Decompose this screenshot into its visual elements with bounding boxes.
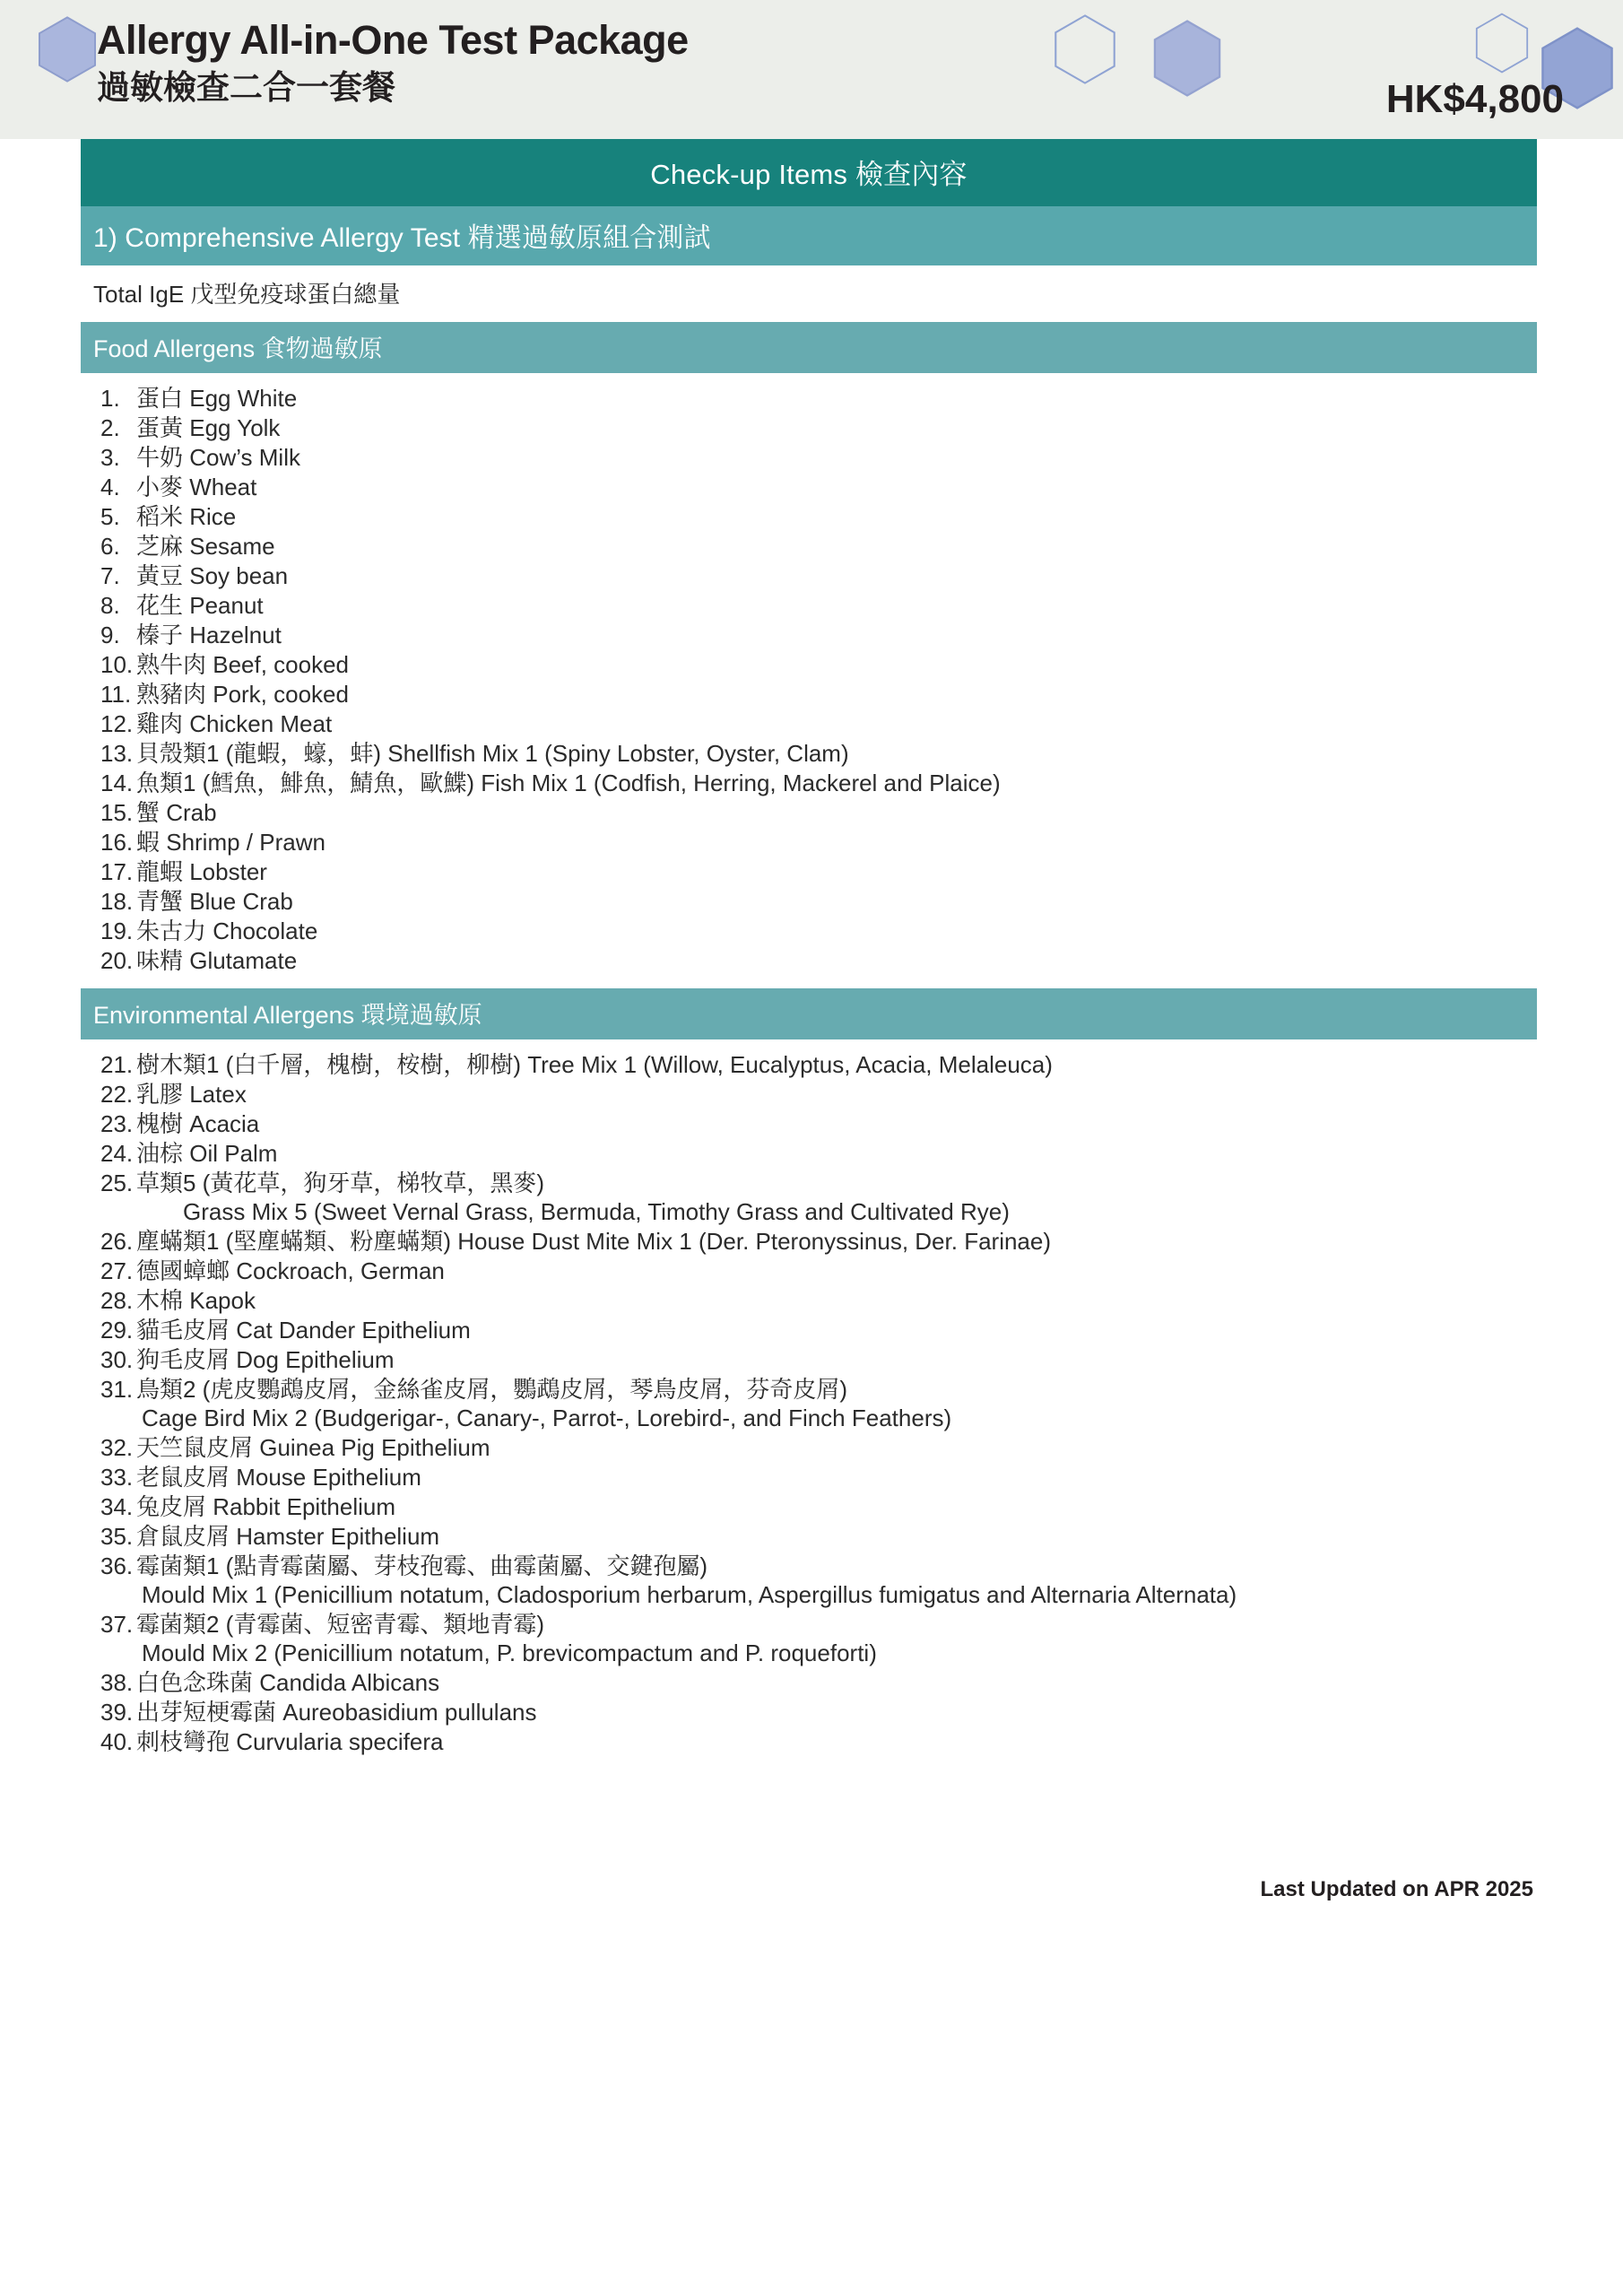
list-item <box>81 443 1537 473</box>
list-item <box>81 1698 1537 1727</box>
list-item-label: 刺枝彎孢 Curvularia specifera <box>136 1728 444 1755</box>
list-item-label: 雞肉 Chicken Meat <box>136 710 333 737</box>
list-item-number: 16. <box>100 829 134 856</box>
list-item-number: 26. <box>100 1228 134 1255</box>
list-item-label: 貓毛皮屑 Cat Dander Epithelium <box>136 1317 471 1344</box>
list-item-number: 7. <box>100 562 120 589</box>
list-item-number: 34. <box>100 1493 134 1520</box>
list-item <box>81 502 1537 532</box>
list-item-label: 老鼠皮屑 Mouse Epithelium <box>136 1464 421 1491</box>
list-item-number: 17. <box>100 858 134 885</box>
list-item <box>81 561 1537 591</box>
list-item-label: 貝殼類1 (龍蝦，蠔，蚌) Shellfish Mix 1 (Spiny Lobster, Oyster, Clam) <box>136 740 849 767</box>
list-item-label: 蝦 Shrimp / Prawn <box>136 829 325 856</box>
list-item-label: 白色念珠菌 Candida Albicans <box>136 1669 440 1696</box>
hexagon-decoration-icon <box>38 16 97 83</box>
list-item-label: 牛奶 Cow’s Milk <box>136 444 300 471</box>
list-item-label: 蛋白 Egg White <box>136 385 298 412</box>
list-item-number: 23. <box>100 1110 134 1137</box>
list-item-line1: 霉菌類2 (青霉菌、短密青霉、類地青霉) <box>136 1611 545 1638</box>
bottom-spacer <box>81 1770 1537 1877</box>
list-item-label: 德國蟑螂 Cockroach, German <box>136 1257 445 1284</box>
list-item-label <box>136 1378 1537 1430</box>
list-item-number: 13. <box>100 740 134 767</box>
list-item <box>81 769 1537 798</box>
list-item <box>81 1169 1537 1227</box>
list-item-number: 21. <box>100 1051 134 1078</box>
list-item-label <box>136 1613 1537 1665</box>
hexagon-decoration-icon <box>1054 14 1116 84</box>
list-item <box>81 680 1537 709</box>
list-item-number: 20. <box>100 947 134 974</box>
list-item <box>81 650 1537 680</box>
list-item-label: 芝麻 Sesame <box>136 533 275 560</box>
list-item-number: 27. <box>100 1257 134 1284</box>
list-item-label: 小麥 Wheat <box>136 474 257 500</box>
list-item <box>81 1257 1537 1286</box>
list-item-label <box>136 1171 1537 1223</box>
list-item <box>81 473 1537 502</box>
section-header-comprehensive-allergy-test: 1) Comprehensive Allergy Test 精選過敏原組合測試 <box>81 206 1537 265</box>
list-item-number: 9. <box>100 622 120 648</box>
list-item-label: 出芽短梗霉菌 Aureobasidium pullulans <box>136 1699 537 1726</box>
page-title-en: Allergy All-in-One Test Package <box>97 17 689 63</box>
list-item <box>81 1080 1537 1109</box>
list-item <box>81 739 1537 769</box>
list-item-number: 30. <box>100 1346 134 1373</box>
list-item <box>81 828 1537 857</box>
list-item-number: 10. <box>100 651 134 678</box>
list-item-number: 28. <box>100 1287 134 1314</box>
list-item-label: 倉鼠皮屑 Hamster Epithelium <box>136 1523 440 1550</box>
list-item-number: 36. <box>100 1552 134 1579</box>
last-updated-footer: Last Updated on APR 2025 <box>1260 1877 1533 1901</box>
list-item-number: 39. <box>100 1699 134 1726</box>
page-title-zh: 過敏檢查二合一套餐 <box>97 68 395 106</box>
list-item-label: 青蟹 Blue Crab <box>136 888 293 915</box>
list-item-label: 熟豬肉 Pork, cooked <box>136 681 349 708</box>
food-allergens-list <box>81 373 1537 988</box>
list-item-label: 狗毛皮屑 Dog Epithelium <box>136 1346 395 1373</box>
list-item <box>81 1050 1537 1080</box>
subsection-header-environmental-allergens: Environmental Allergens 環境過敏原 <box>81 988 1537 1039</box>
title-block <box>97 16 689 109</box>
list-item-label: 稻米 Rice <box>136 503 237 530</box>
list-item <box>81 1463 1537 1492</box>
list-item-number: 3. <box>100 444 120 471</box>
list-item-label: 樹木類1 (白千層，槐樹，桉樹，柳樹) Tree Mix 1 (Willow, Eucalyptus, Acacia, Melaleuca) <box>136 1051 1053 1078</box>
list-item-line2: Mould Mix 2 (Penicillium notatum, P. brevicompactum and P. roqueforti) <box>142 1639 877 1666</box>
list-item <box>81 1109 1537 1139</box>
list-item-label: 塵蟎類1 (堅塵蟎類、粉塵蟎類) House Dust Mite Mix 1 (Der. Pteronyssinus, Der. Farinae) <box>136 1228 1052 1255</box>
hexagon-decoration-icon <box>1475 13 1529 74</box>
list-item-number: 37. <box>100 1611 134 1638</box>
list-item <box>81 946 1537 976</box>
list-item-number: 14. <box>100 770 134 796</box>
list-item <box>81 1552 1537 1610</box>
hexagon-decoration-icon <box>1152 20 1222 97</box>
list-item-label: 朱古力 Chocolate <box>136 918 318 944</box>
list-item <box>81 532 1537 561</box>
list-item <box>81 1668 1537 1698</box>
list-item-number: 5. <box>100 503 120 530</box>
list-item <box>81 1139 1537 1169</box>
list-item-number: 12. <box>100 710 134 737</box>
list-item-label: 蛋黃 Egg Yolk <box>136 414 281 441</box>
list-item-number: 18. <box>100 888 134 915</box>
list-item-number: 19. <box>100 918 134 944</box>
list-item-number: 2. <box>100 414 120 441</box>
total-ige-row: Total IgE 戊型免疫球蛋白總量 <box>81 265 1537 322</box>
list-item <box>81 917 1537 946</box>
list-item-number: 33. <box>100 1464 134 1491</box>
list-item-line1: 鳥類2 (虎皮鸚鵡皮屑，金絲雀皮屑，鸚鵡皮屑，琴鳥皮屑，芬奇皮屑) <box>136 1376 848 1403</box>
document-header <box>0 0 1623 139</box>
list-item <box>81 1492 1537 1522</box>
list-item <box>81 1345 1537 1375</box>
list-item <box>81 1727 1537 1757</box>
list-item-label: 油棕 Oil Palm <box>136 1140 278 1167</box>
list-item-label: 榛子 Hazelnut <box>136 622 282 648</box>
list-item-number: 8. <box>100 592 120 619</box>
list-item-number: 29. <box>100 1317 134 1344</box>
list-item-label: 味精 Glutamate <box>136 947 298 974</box>
list-item <box>81 1522 1537 1552</box>
list-item-number: 15. <box>100 799 134 826</box>
package-price: HK$4,800 <box>1385 77 1564 121</box>
list-item <box>81 1610 1537 1668</box>
list-item-line2: Cage Bird Mix 2 (Budgerigar-, Canary-, Parrot-, Lorebird-, and Finch Feathers) <box>142 1405 952 1431</box>
list-item-number: 22. <box>100 1081 134 1108</box>
list-item <box>81 1316 1537 1345</box>
list-item-label: 蟹 Crab <box>136 799 217 826</box>
list-item-label: 兔皮屑 Rabbit Epithelium <box>136 1493 395 1520</box>
list-item <box>81 591 1537 621</box>
list-item <box>81 621 1537 650</box>
list-item <box>81 1286 1537 1316</box>
list-item-number: 40. <box>100 1728 134 1755</box>
list-item-number: 25. <box>100 1170 134 1196</box>
list-item-number: 1. <box>100 385 120 412</box>
list-item-number: 4. <box>100 474 120 500</box>
list-item <box>81 384 1537 413</box>
list-item-line2: Mould Mix 1 (Penicillium notatum, Cladosporium herbarum, Aspergillus fumigatus and Alternaria Alternata) <box>142 1581 1237 1608</box>
list-item-line1: 草類5 (黃花草，狗牙草，梯牧草，黑麥) <box>136 1170 545 1196</box>
subsection-header-food-allergens: Food Allergens 食物過敏原 <box>81 322 1537 373</box>
list-item-label: 熟牛肉 Beef, cooked <box>136 651 349 678</box>
list-item-number: 31. <box>100 1376 134 1403</box>
list-item-number: 35. <box>100 1523 134 1550</box>
list-item-number: 11. <box>100 681 132 708</box>
list-item-line1: 霉菌類1 (點青霉菌屬、芽枝孢霉、曲霉菌屬、交鍵孢屬) <box>136 1552 708 1579</box>
document-body <box>0 139 1623 1877</box>
list-item-label: 木棉 Kapok <box>136 1287 256 1314</box>
list-item <box>81 887 1537 917</box>
list-item <box>81 798 1537 828</box>
list-item <box>81 1227 1537 1257</box>
list-item-label: 天竺鼠皮屑 Guinea Pig Epithelium <box>136 1434 490 1461</box>
list-item <box>81 1375 1537 1433</box>
list-item <box>81 1433 1537 1463</box>
checkup-items-header: Check-up Items 檢查內容 <box>81 139 1537 206</box>
list-item-number: 6. <box>100 533 120 560</box>
list-item-number: 32. <box>100 1434 134 1461</box>
list-item <box>81 709 1537 739</box>
list-item-line2: Grass Mix 5 (Sweet Vernal Grass, Bermuda, Timothy Grass and Cultivated Rye) <box>183 1198 1010 1225</box>
list-item-label: 黃豆 Soy bean <box>136 562 289 589</box>
list-item-label: 乳膠 Latex <box>136 1081 247 1108</box>
list-item-label: 槐樹 Acacia <box>136 1110 260 1137</box>
list-item-label: 魚類1 (鱈魚，鯡魚，鯖魚，歐鰈) Fish Mix 1 (Codfish, Herring, Mackerel and Plaice) <box>136 770 1001 796</box>
environmental-allergens-list <box>81 1039 1537 1770</box>
list-item-label: 花生 Peanut <box>136 592 264 619</box>
list-item <box>81 413 1537 443</box>
list-item-number: 38. <box>100 1669 134 1696</box>
list-item-label: 龍蝦 Lobster <box>136 858 267 885</box>
list-item-number: 24. <box>100 1140 134 1167</box>
list-item <box>81 857 1537 887</box>
list-item-label <box>136 1554 1537 1606</box>
